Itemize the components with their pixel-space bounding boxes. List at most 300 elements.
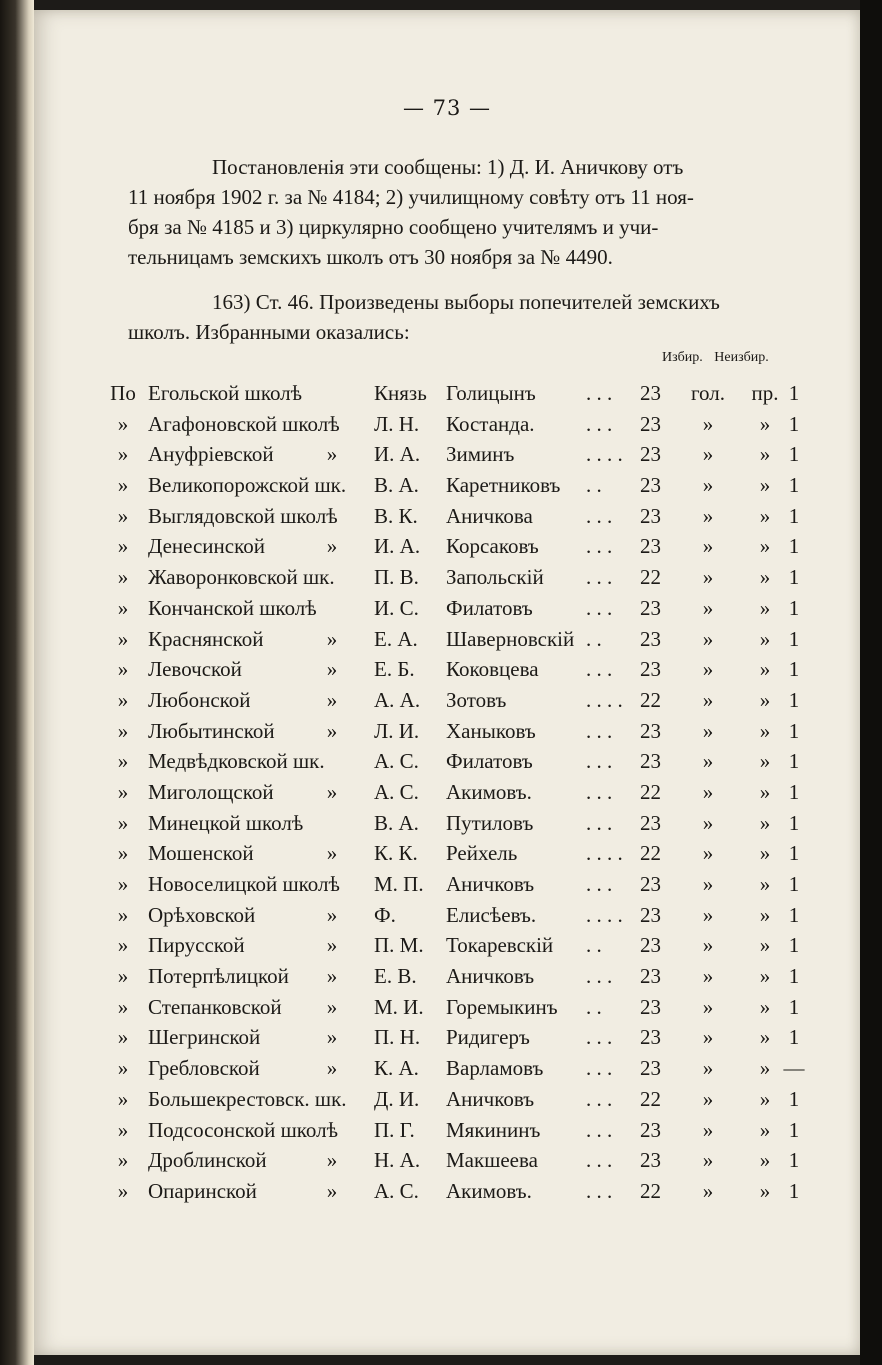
leader-dots: . . .: [586, 1056, 613, 1081]
row-ditto-mark: »: [117, 718, 129, 743]
school-name: Шегринской: [148, 1025, 261, 1050]
header-not-elected: Неизбир.: [714, 350, 769, 365]
trustee-name: Ридигеръ: [446, 1025, 530, 1050]
votes-not-elected: 1: [788, 749, 800, 774]
school-ditto-mark: »: [326, 718, 338, 743]
trustee-initials: П. М.: [374, 933, 424, 958]
votes-unit: »: [702, 1056, 714, 1081]
school-ditto-mark: »: [326, 933, 338, 958]
table-row: [106, 378, 806, 409]
leader-dots: . .: [586, 473, 602, 498]
table-row: [106, 1022, 806, 1053]
votes-not-elected: 1: [788, 657, 800, 682]
votes-elected: 23: [640, 1148, 661, 1173]
votes-elected: 22: [640, 841, 661, 866]
leader-dots: . . . .: [586, 902, 623, 927]
votes-unit: »: [702, 1178, 714, 1203]
votes-unit: »: [702, 442, 714, 467]
votes-not-elected: 1: [788, 565, 800, 590]
school-name: Новоселицкой школѣ: [148, 872, 340, 896]
school-name: Орѣховской: [148, 902, 256, 927]
row-ditto-mark: »: [117, 841, 129, 866]
school-name: Жаворонковской шк.: [148, 565, 335, 590]
leader-dots: . . .: [586, 1178, 613, 1203]
school-name: Гребловской: [148, 1056, 260, 1081]
trustee-initials: И. А.: [374, 442, 421, 467]
votes-unit-against: »: [759, 718, 771, 743]
table-row: [106, 409, 806, 440]
row-ditto-mark: »: [117, 473, 129, 498]
votes-unit: »: [702, 749, 714, 774]
votes-unit: »: [702, 473, 714, 498]
leader-dots: . . .: [586, 1025, 613, 1050]
school-name: Егольской школѣ: [148, 381, 303, 405]
votes-not-elected: 1: [788, 411, 800, 436]
school-ditto-mark: »: [326, 1025, 338, 1050]
table-row: [106, 716, 806, 747]
votes-unit: »: [702, 872, 714, 896]
table-row: [106, 992, 806, 1023]
votes-not-elected: 1: [788, 933, 800, 958]
trustee-name: Елисѣевъ.: [446, 902, 537, 927]
votes-unit-against: »: [759, 1086, 771, 1111]
table-row: [106, 562, 806, 593]
votes-unit-against: »: [759, 657, 771, 682]
row-ditto-mark: »: [117, 411, 129, 436]
row-ditto-mark: »: [117, 657, 129, 682]
votes-elected: 22: [640, 565, 661, 590]
votes-unit-against: »: [759, 872, 771, 896]
row-ditto-mark: »: [117, 626, 129, 651]
leader-dots: . . .: [586, 749, 613, 774]
row-ditto-mark: »: [117, 503, 129, 528]
votes-not-elected: 1: [788, 1086, 800, 1111]
table-row: [106, 869, 806, 900]
table-row: [106, 1053, 806, 1084]
trustee-initials: В. А.: [374, 473, 419, 498]
table-row: [106, 1084, 806, 1115]
school-name: Опаринской: [148, 1178, 257, 1203]
paragraph-line: бря за № 4185 и 3) циркулярно сообщено учителямъ и учи-: [128, 215, 659, 239]
trustee-initials: П. Н.: [374, 1025, 421, 1050]
trustee-initials: В. К.: [374, 503, 418, 528]
school-name: Подсосонской школѣ: [148, 1117, 339, 1142]
trustee-name: Филатовъ: [446, 595, 533, 620]
votes-not-elected: 1: [788, 534, 800, 559]
votes-unit-against: »: [759, 442, 771, 467]
trustee-name: Корсаковъ: [446, 534, 539, 559]
votes-not-elected: 1: [788, 1117, 800, 1142]
trustee-name: Зиминъ: [446, 442, 515, 467]
votes-elected: 22: [640, 779, 661, 804]
trustee-name: Голицынъ: [446, 381, 536, 405]
table-row: [106, 746, 806, 777]
votes-unit-against: »: [759, 565, 771, 590]
votes-elected: 23: [640, 595, 661, 620]
votes-not-elected: 1: [788, 994, 800, 1019]
trustee-initials: В. А.: [374, 810, 419, 835]
table-row: [106, 685, 806, 716]
leader-dots: . . . .: [586, 841, 623, 866]
votes-elected: 23: [640, 1056, 661, 1081]
votes-unit: »: [702, 1086, 714, 1111]
page-number: — 73 —: [402, 96, 492, 120]
trustee-initials: Князь: [374, 381, 427, 405]
votes-not-elected: 1: [788, 779, 800, 804]
leader-dots: . . . .: [586, 442, 623, 467]
votes-elected: 23: [640, 718, 661, 743]
votes-elected: 23: [640, 381, 661, 405]
votes-unit-against: »: [759, 779, 771, 804]
row-ditto-mark: »: [117, 933, 129, 958]
paragraph-line: тельницамъ земскихъ школъ отъ 30 ноября за № 4490.: [128, 245, 613, 269]
votes-elected: 23: [640, 1117, 661, 1142]
votes-unit: »: [702, 902, 714, 927]
votes-not-elected: 1: [788, 841, 800, 866]
school-name: Мошенской: [148, 841, 254, 866]
leader-dots: . . .: [586, 657, 613, 682]
trustee-name: Рейхель: [446, 841, 518, 866]
school-ditto-mark: »: [326, 442, 338, 467]
votes-unit: »: [702, 503, 714, 528]
votes-unit-against: »: [759, 503, 771, 528]
trustee-initials: Е. В.: [374, 964, 417, 989]
row-ditto-mark: »: [117, 1117, 129, 1142]
paragraph-line: школъ. Избранными оказались:: [128, 320, 410, 344]
trustee-name: Коковцева: [446, 657, 539, 682]
header-elected: Избир.: [662, 350, 703, 365]
table-row: [106, 961, 806, 992]
school-name: Большекрестовск. шк.: [148, 1086, 347, 1111]
votes-not-elected: 1: [788, 473, 800, 498]
leader-dots: . . .: [586, 534, 613, 559]
trustee-initials: Л. Н.: [374, 411, 420, 436]
trustee-initials: К. А.: [374, 1056, 419, 1081]
table-row: [106, 1145, 806, 1176]
votes-not-elected: 1: [788, 810, 800, 835]
votes-elected: 23: [640, 657, 661, 682]
leader-dots: . . .: [586, 381, 613, 405]
trustee-initials: П. Г.: [374, 1117, 415, 1142]
book-spine: [0, 0, 34, 1365]
leader-dots: . . .: [586, 964, 613, 989]
votes-elected: 23: [640, 872, 661, 896]
leader-dots: . . .: [586, 810, 613, 835]
trustee-initials: Е. А.: [374, 626, 418, 651]
trustee-name: Акимовъ.: [446, 1178, 532, 1203]
trustee-name: Костанда.: [446, 411, 535, 436]
votes-unit: »: [702, 595, 714, 620]
school-ditto-mark: »: [326, 687, 338, 712]
book-page: [34, 10, 860, 1355]
school-name: Любытинской: [148, 718, 275, 743]
votes-unit: »: [702, 657, 714, 682]
school-name: Левочской: [148, 657, 242, 682]
votes-unit: »: [702, 964, 714, 989]
table-row: [106, 900, 806, 931]
school-name: Медвѣдковской шк.: [148, 749, 325, 774]
row-ditto-mark: »: [117, 595, 129, 620]
school-name: Пирусской: [148, 933, 245, 958]
votes-unit: »: [702, 994, 714, 1019]
votes-not-elected: —: [783, 1056, 805, 1081]
table-row: [106, 439, 806, 470]
trustee-name: Токаревскій: [446, 933, 554, 958]
school-ditto-mark: »: [326, 657, 338, 682]
votes-unit-against: »: [759, 1025, 771, 1050]
trustee-initials: Ф.: [374, 902, 396, 927]
school-name: Ануфріевской: [148, 442, 274, 467]
paragraph-resolutions: [128, 152, 798, 272]
trustee-name: Ханыковъ: [446, 718, 536, 743]
votes-unit-against: »: [759, 810, 771, 835]
trustee-initials: М. П.: [374, 872, 424, 896]
votes-unit: »: [702, 1148, 714, 1173]
trustee-initials: М. И.: [374, 994, 424, 1019]
trustee-name: Запольскій: [446, 565, 544, 590]
votes-not-elected: 1: [788, 718, 800, 743]
votes-not-elected: 1: [788, 503, 800, 528]
votes-elected: 22: [640, 687, 661, 712]
votes-unit-against: »: [759, 841, 771, 866]
trustee-initials: Е. Б.: [374, 657, 415, 682]
trustee-name: Макшеева: [446, 1148, 538, 1173]
row-ditto-mark: »: [117, 994, 129, 1019]
leader-dots: . . .: [586, 779, 613, 804]
votes-not-elected: 1: [788, 626, 800, 651]
leader-dots: . . .: [586, 565, 613, 590]
votes-elected: 23: [640, 473, 661, 498]
votes-unit: »: [702, 810, 714, 835]
leader-dots: . . .: [586, 595, 613, 620]
trustee-initials: А. А.: [374, 687, 421, 712]
trustee-name: Горемыкинъ: [446, 994, 558, 1019]
school-name: Минецкой школѣ: [148, 810, 304, 835]
votes-unit: »: [702, 411, 714, 436]
table-row: [106, 531, 806, 562]
school-name: Агафоновской школѣ: [148, 411, 340, 436]
trustee-name: Зотовъ: [446, 687, 507, 712]
trustee-name: Аничкова: [446, 503, 533, 528]
row-ditto-mark: »: [117, 964, 129, 989]
votes-unit-against: »: [759, 534, 771, 559]
row-ditto-mark: »: [117, 1025, 129, 1050]
trustee-initials: Д. И.: [374, 1086, 420, 1111]
votes-unit: »: [702, 1025, 714, 1050]
school-name: Выглядовской школѣ: [148, 503, 338, 528]
school-ditto-mark: »: [326, 1148, 338, 1173]
votes-not-elected: 1: [788, 902, 800, 927]
votes-unit-against: »: [759, 749, 771, 774]
trustee-name: Варламовъ: [446, 1056, 544, 1081]
row-ditto-mark: »: [117, 810, 129, 835]
votes-elected: 23: [640, 902, 661, 927]
trustee-initials: А. С.: [374, 749, 419, 774]
table-row: [106, 501, 806, 532]
school-ditto-mark: »: [326, 1056, 338, 1081]
votes-not-elected: 1: [788, 964, 800, 989]
votes-unit-against: »: [759, 1056, 771, 1081]
school-ditto-mark: »: [326, 779, 338, 804]
votes-elected: 23: [640, 626, 661, 651]
row-ditto-mark: »: [117, 1178, 129, 1203]
trustee-name: Каретниковъ: [446, 473, 561, 498]
school-name: Великопорожской шк.: [148, 473, 347, 498]
school-name: Дроблинской: [148, 1148, 267, 1173]
leader-dots: . .: [586, 994, 602, 1019]
votes-unit-against: »: [759, 595, 771, 620]
votes-elected: 23: [640, 503, 661, 528]
school-name: Степанковской: [148, 994, 282, 1019]
trustee-initials: А. С.: [374, 1178, 419, 1203]
votes-unit: »: [702, 687, 714, 712]
row-ditto-mark: »: [117, 687, 129, 712]
table-row: [106, 808, 806, 839]
votes-unit-against: »: [759, 933, 771, 958]
votes-not-elected: 1: [788, 1148, 800, 1173]
table-row: [106, 470, 806, 501]
votes-unit-against: »: [759, 1117, 771, 1142]
row-ditto-mark: »: [117, 779, 129, 804]
votes-not-elected: 1: [788, 381, 800, 405]
votes-elected: 23: [640, 964, 661, 989]
table-row: [106, 593, 806, 624]
trustee-name: Аничковъ: [446, 872, 535, 896]
row-ditto-mark: »: [117, 1148, 129, 1173]
votes-not-elected: 1: [788, 872, 800, 896]
votes-unit: »: [702, 565, 714, 590]
trustee-initials: К. К.: [374, 841, 418, 866]
votes-unit: »: [702, 779, 714, 804]
paragraph-line: Постановленія эти сообщены: 1) Д. И. Аничкову отъ: [212, 155, 684, 179]
table-row: [106, 930, 806, 961]
votes-unit-against: »: [759, 964, 771, 989]
trustee-name: Аничковъ: [446, 964, 535, 989]
votes-elected: 23: [640, 1025, 661, 1050]
votes-unit-against: пр.: [751, 381, 779, 405]
school-name: Потерпѣлицкой: [148, 964, 289, 989]
votes-elected: 23: [640, 810, 661, 835]
votes-unit: »: [702, 718, 714, 743]
trustee-name: Путиловъ: [446, 810, 534, 835]
votes-unit-against: »: [759, 1178, 771, 1203]
leader-dots: . . .: [586, 411, 613, 436]
leader-dots: . . .: [586, 1148, 613, 1173]
votes-unit: »: [702, 1117, 714, 1142]
school-name: Кончанской школѣ: [148, 595, 317, 620]
page-edge: [860, 0, 882, 1365]
votes-unit-against: »: [759, 902, 771, 927]
school-name: Миголощской: [148, 779, 274, 804]
school-name: Денесинской: [148, 534, 265, 559]
votes-elected: 23: [640, 994, 661, 1019]
leader-dots: . . .: [586, 503, 613, 528]
row-ditto-mark: »: [117, 872, 129, 896]
column-headers: [662, 350, 802, 366]
trustee-initials: И. А.: [374, 534, 421, 559]
school-name: Краснянской: [148, 626, 264, 651]
row-ditto-mark: »: [117, 442, 129, 467]
leader-dots: . .: [586, 933, 602, 958]
votes-unit: »: [702, 841, 714, 866]
votes-elected: 22: [640, 1178, 661, 1203]
votes-unit: »: [702, 933, 714, 958]
paragraph-elections: [128, 287, 798, 347]
votes-unit-against: »: [759, 1148, 771, 1173]
school-ditto-mark: »: [326, 964, 338, 989]
votes-not-elected: 1: [788, 1025, 800, 1050]
votes-unit: »: [702, 534, 714, 559]
leader-dots: . . .: [586, 1117, 613, 1142]
table-row: [106, 1115, 806, 1146]
row-ditto-mark: »: [117, 902, 129, 927]
votes-elected: 22: [640, 1086, 661, 1111]
paragraph-line: 11 ноября 1902 г. за № 4184; 2) училищному совѣту отъ 11 ноя-: [128, 185, 694, 209]
table-row: [106, 654, 806, 685]
votes-unit-against: »: [759, 473, 771, 498]
row-ditto-mark: »: [117, 565, 129, 590]
trustee-initials: П. В.: [374, 565, 419, 590]
votes-elected: 23: [640, 534, 661, 559]
votes-not-elected: 1: [788, 687, 800, 712]
trustee-initials: И. С.: [374, 595, 419, 620]
trustee-initials: Н. А.: [374, 1148, 421, 1173]
row-ditto-mark: »: [117, 1056, 129, 1081]
table-row: [106, 838, 806, 869]
votes-unit-against: »: [759, 994, 771, 1019]
school-ditto-mark: »: [326, 1178, 338, 1203]
row-ditto-mark: »: [117, 749, 129, 774]
votes-elected: 23: [640, 411, 661, 436]
trustee-name: Аничковъ: [446, 1086, 535, 1111]
votes-unit: гол.: [690, 381, 726, 405]
trustee-name: Шаверновскій: [446, 626, 575, 651]
votes-elected: 23: [640, 933, 661, 958]
school-ditto-mark: »: [326, 841, 338, 866]
school-ditto-mark: »: [326, 902, 338, 927]
votes-not-elected: 1: [788, 595, 800, 620]
trustee-name: Филатовъ: [446, 749, 533, 774]
leader-dots: . .: [586, 626, 602, 651]
votes-unit: »: [702, 626, 714, 651]
school-ditto-mark: »: [326, 626, 338, 651]
school-ditto-mark: »: [326, 994, 338, 1019]
row-ditto-mark: По: [110, 381, 136, 405]
leader-dots: . . .: [586, 1086, 613, 1111]
leader-dots: . . .: [586, 718, 613, 743]
trustee-initials: А. С.: [374, 779, 419, 804]
school-name: Любонской: [148, 687, 251, 712]
votes-unit-against: »: [759, 687, 771, 712]
table-row: [106, 624, 806, 655]
votes-not-elected: 1: [788, 442, 800, 467]
trustee-initials: Л. И.: [374, 718, 420, 743]
trustee-name: Акимовъ.: [446, 779, 532, 804]
leader-dots: . . .: [586, 872, 613, 896]
trustee-list: [106, 378, 806, 1207]
votes-unit-against: »: [759, 411, 771, 436]
paragraph-line: 163) Ст. 46. Произведены выборы попечителей земскихъ: [212, 290, 720, 314]
trustee-name: Мякининъ: [446, 1117, 541, 1142]
row-ditto-mark: »: [117, 1086, 129, 1111]
school-ditto-mark: »: [326, 534, 338, 559]
leader-dots: . . . .: [586, 687, 623, 712]
votes-not-elected: 1: [788, 1178, 800, 1203]
table-row: [106, 777, 806, 808]
row-ditto-mark: »: [117, 534, 129, 559]
votes-unit-against: »: [759, 626, 771, 651]
votes-elected: 23: [640, 442, 661, 467]
